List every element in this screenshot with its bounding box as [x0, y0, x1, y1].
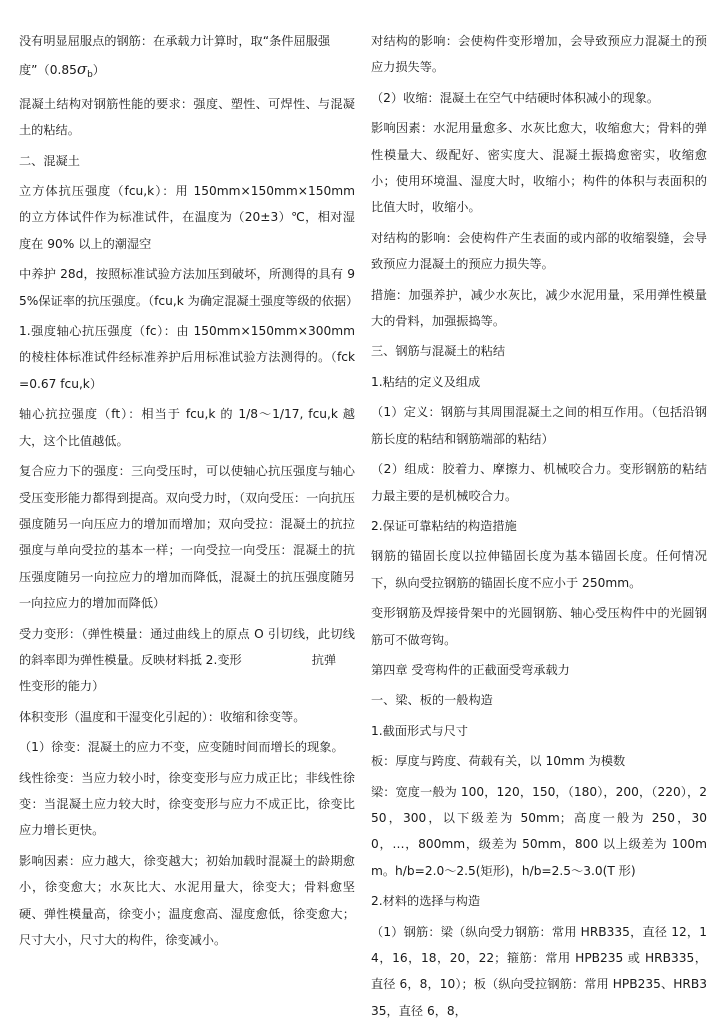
sub-heading: 2.材料的选择与构造	[371, 894, 481, 909]
paragraph: 混凝土结构对钢筋性能的要求：强度、塑性、可焊性、与混凝土的粘结。	[19, 96, 355, 138]
section-heading: 二、混凝土	[19, 153, 80, 168]
left-column	[19, 28, 359, 953]
paragraph: （1）定义：钢筋与其周围混凝土之间的相互作用。（包括沿钢筋长度的粘结和钢筋端部的粘结）	[371, 405, 707, 446]
paragraph: 影响因素：水泥用量愈多、水灰比愈大，收缩愈大；骨料的弹性模量大、级配好、密实度大、混凝土振捣愈密实，收缩愈小；使用环境温、湿度大时，收缩小；构件的体积与表面积的比值大时，收缩小。	[371, 121, 707, 215]
paragraph: 复合应力下的强度：三向受压时，可以使轴心抗压强度与轴心受压变形能力都得到提高。双向受力时，（双向受压：一向抗压强度随另一向压应力的增加而增加；双向受拉：混凝土的抗拉强度与单向受拉的基本一样；一向受拉一向受压：混凝土的抗压强度随另一向拉应力的增加而降低，混凝土的抗压强度随另一向拉应力的增加而降低）	[19, 464, 355, 611]
paragraph: 措施：加强养护，减少水灰比，减少水泥用量，采用弹性模量大的骨料，加强振捣等。	[371, 287, 707, 329]
paragraph-fragment: 抗弹	[311, 652, 337, 667]
paragraph: 轴心抗拉强度（ft）：相当于 fcu,k 的 1/8～1/17, fcu,k 越大，这个比值越低。	[19, 407, 355, 448]
paragraph: 板：厚度与跨度、荷载有关，以 10mm 为模数	[371, 754, 626, 769]
sub-heading: 2.保证可靠粘结的构造措施	[371, 518, 517, 533]
paragraph: 体积变形（温度和干湿变化引起的）：收缩和徐变等。	[19, 709, 306, 724]
paragraph: 对结构的影响：会使构件产生表面的或内部的收缩裂缝，会导致预应力混凝土的预应力损失等。	[371, 230, 707, 272]
sub-heading: 1.截面形式与尺寸	[371, 723, 468, 738]
paragraph: （1）钢筋：梁（纵向受力钢筋：常用 HRB335，直径 12，14，16，18，20，22；箍筋：常用 HPB235 或 HRB335，直径 6，8，10）；板（纵向受拉钢筋：常用 HPB235、HRB335，直径 6，8，	[371, 924, 707, 1018]
paragraph: （1）徐变：混凝土的应力不变，应变随时间而增长的现象。	[19, 740, 344, 755]
paragraph: 立方体抗压强度（fcu,k）：用 150mm×150mm×150mm 的立方体试件作为标准试件，在温度为（20±3）℃，相对湿度在 90% 以上的潮湿空	[19, 184, 355, 251]
section-heading: 三、钢筋与混凝土的粘结	[371, 344, 506, 359]
formula-prefix: 度”（0.85	[19, 63, 77, 78]
paragraph: 梁：宽度一般为 100，120，150，（180），200，（220），250，300，以下级差为 50mm；高度一般为 250，300，…，800mm，级差为 50mm，800 以上级差为 100mm。h/b=2.0～2.5(矩形)，h/b=2.5～3.0(T 形)	[371, 784, 707, 878]
paragraph: 影响因素：应力越大，徐变越大；初始加载时混凝土的龄期愈小，徐变愈大；水灰比大、水泥用量大，徐变大；骨料愈坚硬、弹性模量高，徐变小；温度愈高、湿度愈低，徐变愈大；尺寸大小，尺寸大的构件，徐变减小。	[19, 853, 355, 947]
paragraph: 变形钢筋及焊接骨架中的光圆钢筋、轴心受压构件中的光圆钢筋可不做弯钩。	[371, 606, 707, 647]
paragraph: （2）组成：胶着力、摩擦力、机械咬合力。变形钢筋的粘结力最主要的是机械咬合力。	[371, 462, 707, 503]
formula-line	[19, 56, 355, 88]
paragraph: 钢筋的锚固长度以拉伸锚固长度为基本锚固长度。任何情况下，纵向受拉钢筋的锚固长度不应小于 250mm。	[371, 549, 707, 590]
formula-suffix: ）	[92, 63, 105, 78]
paragraph-text: 受力变形：（弹性模量：通过曲线上的原点 O 引切线，此切线的斜率即为弹性模量。反映材料抵 2.变形	[19, 626, 355, 667]
paragraph: 性变形的能力）	[19, 679, 105, 694]
paragraph: （2）收缩：混凝土在空气中结硬时体积减小的现象。	[371, 90, 660, 105]
paragraph: 对结构的影响：会使构件变形增加，会导致预应力混凝土的预应力损失等。	[371, 34, 707, 75]
paragraph: 线性徐变：当应力较小时，徐变变形与应力成正比；非线性徐变：当混凝土应力较大时，徐变变形与应力不成正比，徐变比应力增长更快。	[19, 770, 355, 838]
paragraph	[19, 621, 355, 674]
sigma-subscript: b	[87, 70, 93, 81]
chapter-heading: 第四章 受弯构件的正截面受弯承载力	[371, 662, 570, 677]
section-heading: 一、梁、板的一般构造	[371, 693, 493, 708]
paragraph: 1.强度轴心抗压强度（fc）：由 150mm×150mm×300mm 的棱柱体标准试件经标准养护后用标准试验方法测得的。（fck=0.67 fcu,k）	[19, 324, 355, 391]
right-column	[371, 28, 707, 1024]
sigma-symbol: σ	[76, 60, 88, 79]
sub-heading: 1.粘结的定义及组成	[371, 374, 481, 389]
paragraph: 没有明显屈服点的钢筋：在承载力计算时，取“条件屈服强	[19, 34, 331, 48]
paragraph: 中养护 28d，按照标准试验方法加压到破坏，所测得的具有 95%保证率的抗压强度。（fcu,k 为确定混凝土强度等级的依据）	[19, 267, 359, 308]
